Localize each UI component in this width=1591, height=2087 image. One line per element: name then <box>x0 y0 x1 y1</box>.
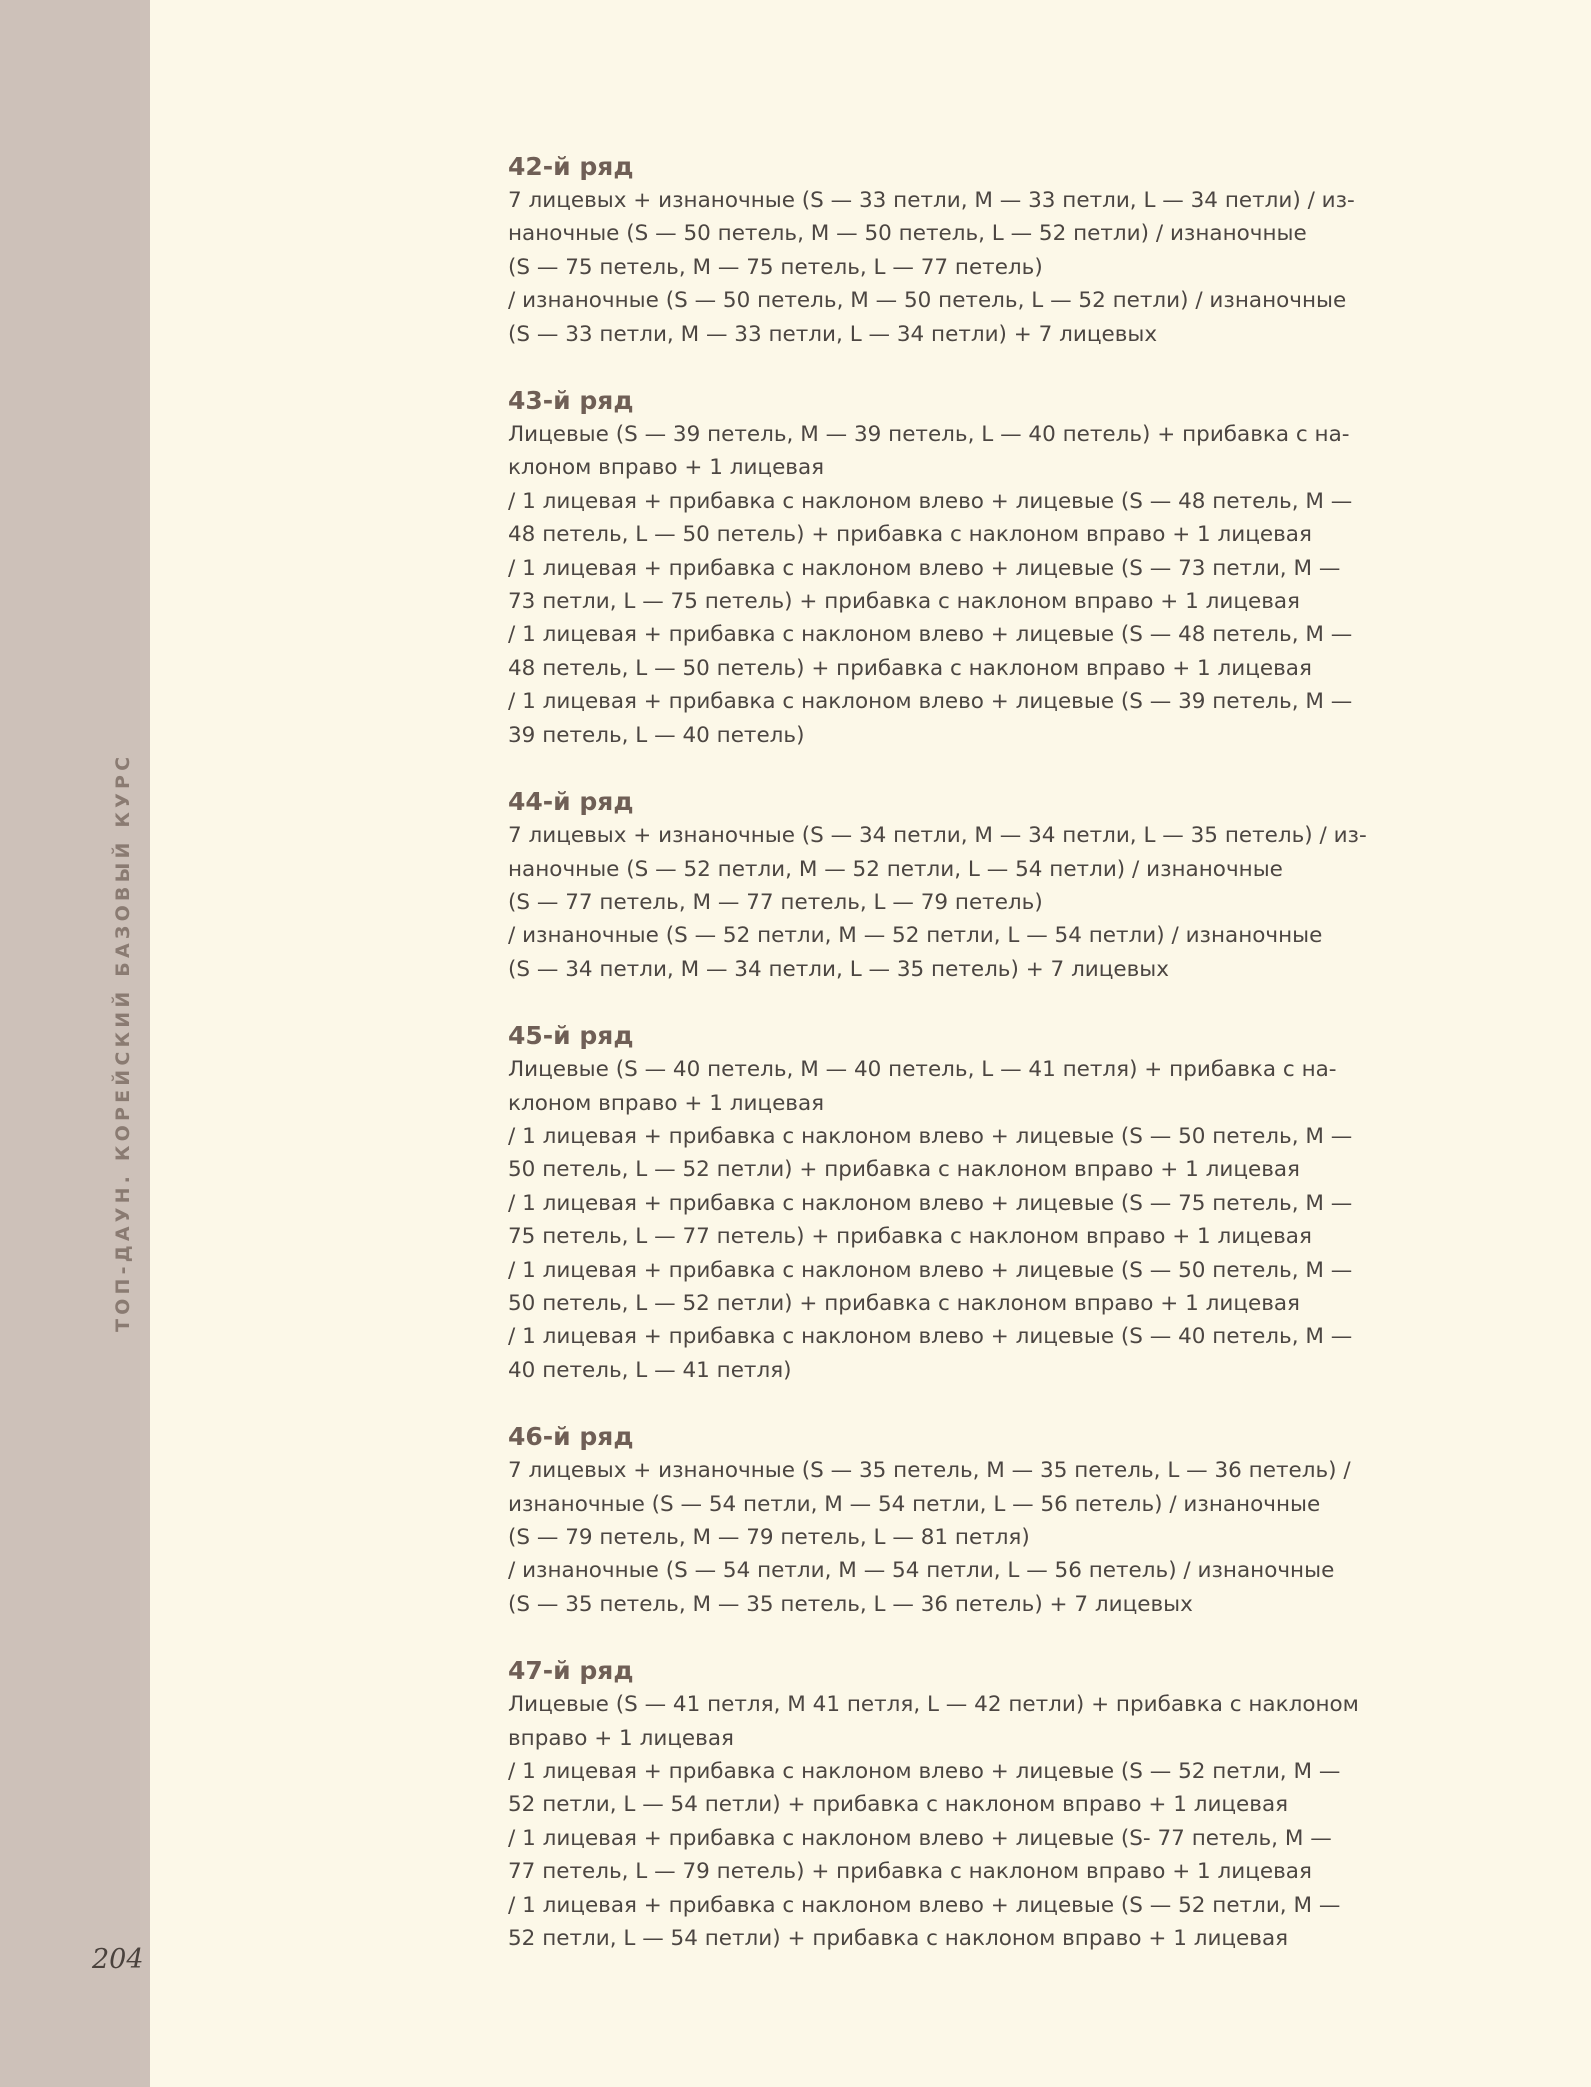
row-instruction-line: / 1 лицевая + прибавка с наклоном влево + лицевые (S — 73 петли, M — <box>508 555 1341 581</box>
row-section <box>508 384 1558 752</box>
row-section <box>508 1654 1558 1955</box>
row-instruction-line: / изнаночные (S — 50 петель, M — 50 петель, L — 52 петли) / изнаночные <box>508 288 1347 314</box>
row-instruction-line: 7 лицевых + изнаночные (S — 33 петли, M — 33 петли, L — 34 петли) / из- <box>508 188 1355 213</box>
row-instruction-line: (S — 79 петель, M — 79 петель, L — 81 петля) <box>508 1525 1030 1550</box>
side-band <box>0 0 150 2087</box>
row-instruction-line: (S — 34 петли, M — 34 петли, L — 35 петель) + 7 лицевых <box>508 956 1170 982</box>
row-instruction-line: (S — 35 петель, M — 35 петель, L — 36 петель) + 7 лицевых <box>508 1591 1193 1617</box>
row-instruction-line: 52 петли, L — 54 петли) + прибавка с наклоном вправо + 1 лицевая <box>508 1926 1289 1952</box>
row-instruction-line: Лицевые (S — 39 петель, M — 39 петель, L — 40 петель) + прибавка с на- <box>508 422 1350 448</box>
row-instruction-line: 48 петель, L — 50 петель) + прибавка с наклоном вправо + 1 лицевая <box>508 655 1312 681</box>
row-instruction-line: / 1 лицевая + прибавка с наклоном влево + лицевые (S — 48 петель, M — <box>508 488 1353 514</box>
row-instruction-line: / изнаночные (S — 52 петли, M — 52 петли, L — 54 петли) / изнаночные <box>508 923 1323 949</box>
row-instruction-line: изнаночные (S — 54 петли, M — 54 петли, L — 56 петель) / изнаночные <box>508 1491 1321 1517</box>
row-instruction-line: 77 петель, L — 79 петель) + прибавка с наклоном вправо + 1 лицевая <box>508 1859 1312 1885</box>
row-instruction-line: / изнаночные (S — 54 петли, M — 54 петли, L — 56 петель) / изнаночные <box>508 1558 1335 1584</box>
main-content <box>508 150 1558 1988</box>
row-heading: 43-й ряд <box>508 386 634 416</box>
row-instruction-line: / 1 лицевая + прибавка с наклоном влево + лицевые (S — 50 петель, M — <box>508 1123 1353 1149</box>
row-instruction-line: / 1 лицевая + прибавка с наклоном влево + лицевые (S — 52 петли, M — <box>508 1892 1341 1918</box>
running-title: ТОП-ДАУН. КОРЕЙСКИЙ БАЗОВЫЙ КУРС <box>112 752 134 1332</box>
row-instruction-line: наночные (S — 52 петли, M — 52 петли, L — 54 петли) / изнаночные <box>508 856 1283 882</box>
row-instruction-line: 50 петель, L — 52 петли) + прибавка с наклоном вправо + 1 лицевая <box>508 1157 1300 1183</box>
row-heading: 47-й ряд <box>508 1656 634 1686</box>
row-section <box>508 1420 1558 1621</box>
row-section <box>508 150 1558 351</box>
row-instruction-line: вправо + 1 лицевая <box>508 1725 734 1751</box>
row-instruction-line: Лицевые (S — 40 петель, M — 40 петель, L — 41 петля) + прибавка с на- <box>508 1057 1337 1083</box>
row-section <box>508 1019 1558 1387</box>
row-instruction-line: (S — 75 петель, M — 75 петель, L — 77 петель) <box>508 254 1043 280</box>
row-instruction-line: 40 петель, L — 41 петля) <box>508 1357 792 1383</box>
row-instruction-line: 7 лицевых + изнаночные (S — 35 петель, M — 35 петель, L — 36 петель) / <box>508 1458 1351 1484</box>
row-instruction-line: / 1 лицевая + прибавка с наклоном влево + лицевые (S — 75 петель, M — <box>508 1190 1353 1216</box>
row-heading: 42-й ряд <box>508 152 634 181</box>
row-instruction-line: 52 петли, L — 54 петли) + прибавка с наклоном вправо + 1 лицевая <box>508 1792 1289 1818</box>
row-instruction-line: (S — 33 петли, M — 33 петли, L — 34 петли) + 7 лицевых <box>508 321 1158 347</box>
row-instruction-line: Лицевые (S — 41 петля, M 41 петля, L — 42 петли) + прибавка с наклоном <box>508 1692 1359 1718</box>
row-instruction-line: 48 петель, L — 50 петель) + прибавка с наклоном вправо + 1 лицевая <box>508 522 1312 548</box>
row-instruction-line: / 1 лицевая + прибавка с наклоном влево + лицевые (S — 48 петель, M — <box>508 622 1353 648</box>
row-instruction-line: 75 петель, L — 77 петель) + прибавка с наклоном вправо + 1 лицевая <box>508 1224 1312 1250</box>
row-instruction-line: / 1 лицевая + прибавка с наклоном влево + лицевые (S — 50 петель, M — <box>508 1257 1353 1283</box>
row-instruction-line: / 1 лицевая + прибавка с наклоном влево + лицевые (S — 40 петель, M — <box>508 1324 1353 1350</box>
row-instruction-line: 73 петли, L — 75 петель) + прибавка с наклоном вправо + 1 лицевая <box>508 589 1300 615</box>
row-instruction-line: клоном вправо + 1 лицевая <box>508 1090 825 1116</box>
row-instruction-line: / 1 лицевая + прибавка с наклоном влево + лицевые (S — 52 петли, M — <box>508 1759 1341 1785</box>
row-instruction-line: клоном вправо + 1 лицевая <box>508 455 825 481</box>
row-instruction-line: / 1 лицевая + прибавка с наклоном влево + лицевые (S — 39 петель, M — <box>508 689 1353 715</box>
row-instruction-line: / 1 лицевая + прибавка с наклоном влево + лицевые (S- 77 петель, M — <box>508 1825 1332 1851</box>
row-instruction-line: (S — 77 петель, M — 77 петель, L — 79 петель) <box>508 889 1043 915</box>
row-instruction-line: 39 петель, L — 40 петель) <box>508 722 805 748</box>
row-heading: 46-й ряд <box>508 1422 634 1452</box>
row-heading: 45-й ряд <box>508 1021 634 1051</box>
row-heading: 44-й ряд <box>508 787 634 817</box>
row-instruction-line: наночные (S — 50 петель, M — 50 петель, L — 52 петли) / изнаночные <box>508 221 1307 247</box>
row-instruction-line: 7 лицевых + изнаночные (S — 34 петли, M — 34 петли, L — 35 петель) / из- <box>508 823 1367 849</box>
row-section <box>508 785 1558 986</box>
row-instruction-line: 50 петель, L — 52 петли) + прибавка с наклоном вправо + 1 лицевая <box>508 1290 1300 1316</box>
page-number: 204 <box>92 1944 144 1975</box>
